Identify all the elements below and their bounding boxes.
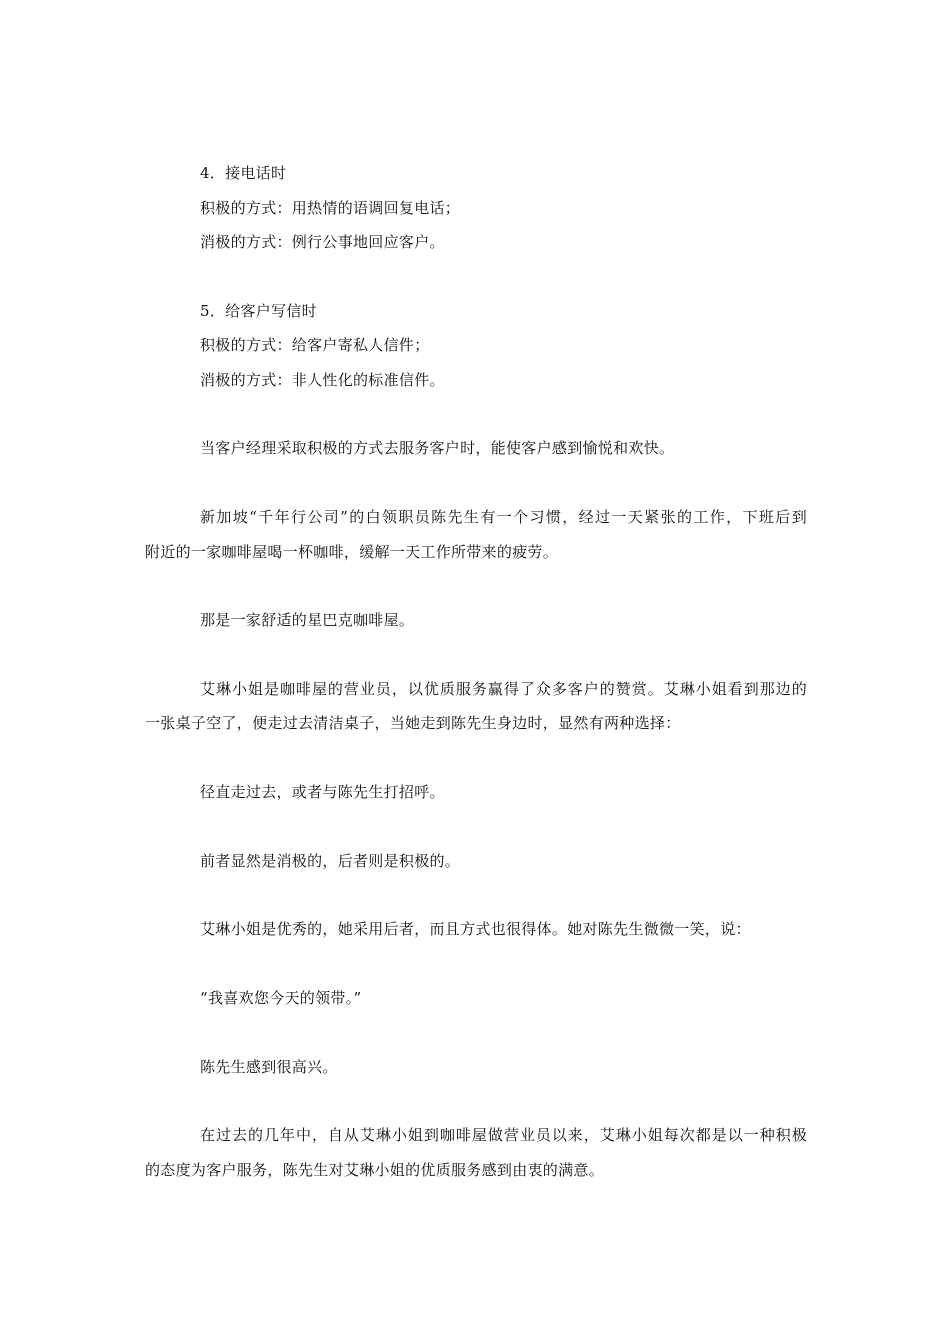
paragraph-2-line-1: 新加坡“千年行公司”的白领职员陈先生有一个习惯，经过一天紧张的工作，下班后到: [200, 508, 807, 526]
section-5-heading: 5．给客户写信时: [200, 302, 317, 320]
paragraph-4-line-1: 艾琳小姐是咖啡屋的营业员，以优质服务赢得了众多客户的赞赏。艾琳小姐看到那边的: [200, 680, 807, 698]
section-4-heading: 4．接电话时: [200, 164, 287, 182]
section-4-positive: 积极的方式：用热情的语调回复电话；: [200, 199, 461, 217]
paragraph-9: 陈先生感到很高兴。: [200, 1058, 338, 1076]
paragraph-8-quote: “我喜欢您今天的领带。”: [200, 989, 362, 1007]
paragraph-10-line-2: 的态度为客户服务，陈先生对艾琳小姐的优质服务感到由衷的满意。: [145, 1161, 605, 1179]
section-5-negative: 消极的方式：非人性化的标准信件。: [200, 371, 445, 389]
paragraph-7: 艾琳小姐是优秀的，她采用后者，而且方式也很得体。她对陈先生微微一笑，说：: [200, 920, 751, 938]
paragraph-5: 径直走过去，或者与陈先生打招呼。: [200, 783, 445, 801]
paragraph-2-line-2: 附近的一家咖啡屋喝一杯咖啡，缓解一天工作所带来的疲劳。: [145, 543, 559, 561]
paragraph-10-line-1: 在过去的几年中，自从艾琳小姐到咖啡屋做营业员以来，艾琳小姐每次都是以一种积极: [200, 1126, 807, 1144]
paragraph-1: 当客户经理采取积极的方式去服务客户时，能使客户感到愉悦和欢快。: [200, 439, 675, 457]
section-4-negative: 消极的方式：例行公事地回应客户。: [200, 233, 445, 251]
paragraph-6: 前者显然是消极的，后者则是积极的。: [200, 852, 461, 870]
section-5-positive: 积极的方式：给客户寄私人信件；: [200, 336, 430, 354]
paragraph-3: 那是一家舒适的星巴克咖啡屋。: [200, 611, 415, 629]
paragraph-4-line-2: 一张桌子空了，便走过去清洁桌子，当她走到陈先生身边时，显然有两种选择：: [145, 714, 681, 732]
